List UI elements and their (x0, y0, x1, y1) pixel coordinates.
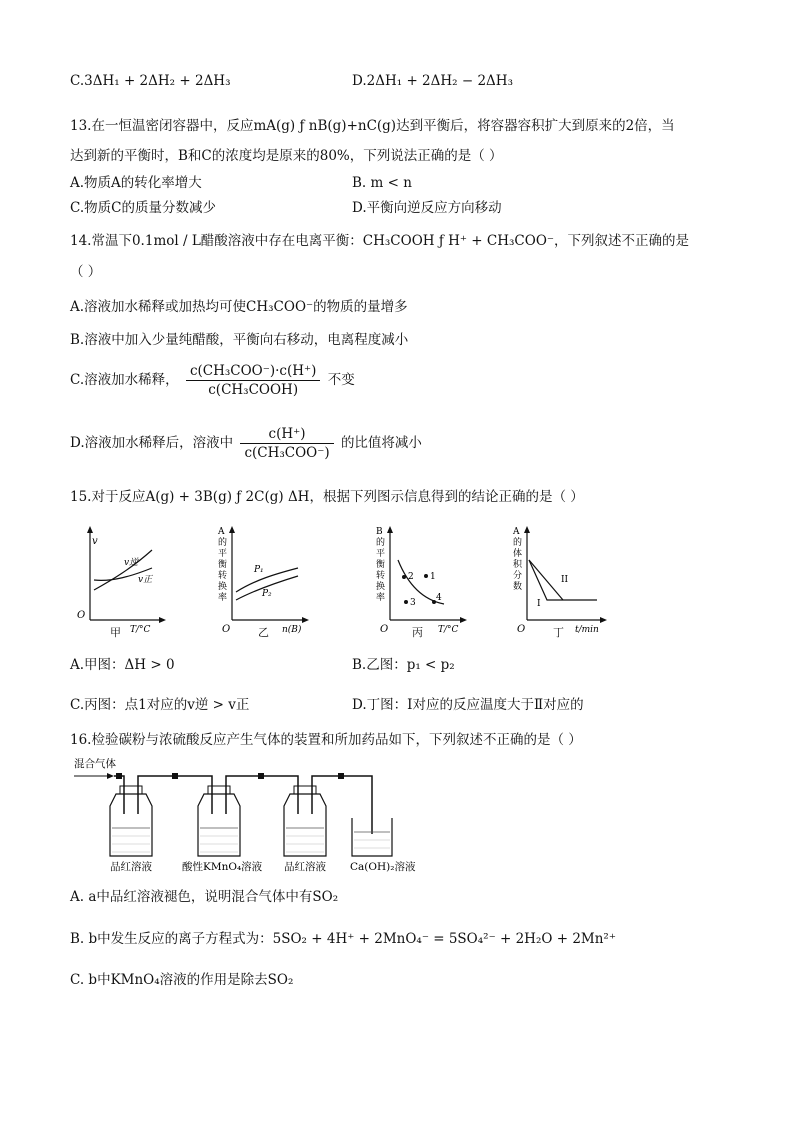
y-label-char: 数 (513, 582, 523, 592)
y-label-char: 换 (218, 582, 228, 592)
y-label-char: 率 (376, 593, 386, 603)
q15-option-c: C.丙图：点1对应的v逆 > v正 (70, 697, 250, 713)
tube-1-2 (138, 776, 212, 814)
x-axis-arrow (460, 617, 467, 623)
graph-jia (72, 520, 172, 640)
q12-option-c: C.3ΔH₁ + 2ΔH₂ + 2ΔH₃ (70, 73, 231, 89)
origin-label: O (380, 624, 389, 635)
q14-option-b: B.溶液中加入少量纯醋酸，平衡向右移动，电离程度减小 (70, 332, 409, 348)
graph-bing-caption: 丙 (412, 626, 423, 639)
bottle-3-label: 品红溶液 (284, 861, 326, 873)
curve-II (529, 560, 563, 600)
fraction-denominator: c(CH₃COO⁻) (244, 445, 330, 461)
point-2 (402, 575, 406, 579)
y-axis-arrow (229, 526, 235, 533)
x-label: T/°C (130, 625, 151, 635)
q16-option-b: B. b中发生反应的离子方程式为：5SO₂ + 4H⁺ + 2MnO₄⁻ = 5SO₄²⁻ + 2H₂O + 2Mn²⁺ (70, 931, 616, 947)
point-label-2: 2 (408, 572, 414, 582)
origin-label: O (517, 624, 526, 635)
y-label-char: 的 (513, 538, 523, 548)
point-3 (404, 600, 408, 604)
y-label-char: 分 (513, 571, 523, 581)
x-label: T/°C (438, 625, 459, 635)
q16-option-c: C. b中KMnO₄溶液的作用是除去SO₂ (70, 972, 294, 988)
bottle-2-label: 酸性KMnO₄溶液 (182, 861, 263, 873)
point-label-1: 1 (430, 572, 436, 582)
valve (116, 773, 122, 779)
q15-option-b: B.乙图：p₁ < p₂ (352, 657, 455, 673)
q15-option-d: D.丁图：I对应的反应温度大于Ⅱ对应的 (352, 697, 584, 713)
tube-3-beaker (312, 776, 372, 834)
curve-label-1: v逆 (124, 558, 139, 568)
fraction-denominator: c(CH₃COOH) (208, 382, 299, 398)
y-label-char: 积 (513, 560, 523, 570)
x-label: t/min (575, 625, 599, 635)
beaker-label: Ca(OH)₂溶液 (350, 861, 416, 873)
bottle-1-label: 品红溶液 (110, 861, 152, 873)
q14-option-c-suffix: 不变 (327, 372, 355, 388)
point-label-4: 4 (436, 593, 442, 603)
bottle-1 (110, 786, 152, 856)
valve (258, 773, 264, 779)
q15-option-a: A.甲图：ΔH > 0 (70, 657, 175, 673)
x-label: n(B) (282, 625, 302, 635)
curve-label-2: v正 (138, 575, 153, 585)
q14-stem-line2: （ ） (70, 264, 102, 280)
q13-stem-line2: 达到新的平衡时，B和C的浓度均是原来的80%，下列说法正确的是（ ） (70, 148, 503, 164)
q13-option-a: A.物质A的转化率增大 (70, 175, 202, 191)
y-axis-arrow (387, 526, 393, 533)
q16-stem: 16.检验碳粉与浓硫酸反应产生气体的装置和所加药品如下，下列叙述不正确的是（ ） (70, 732, 582, 748)
tube-2-3 (226, 776, 298, 814)
q15-stem: 15.对于反应A(g) + 3B(g) ƒ 2C(g) ΔH，根据下列图示信息得到的结论正确的是（ ） (70, 489, 584, 505)
apparatus-diagram (72, 756, 432, 874)
q12-option-d: D.2ΔH₁ + 2ΔH₂ − 2ΔH₃ (352, 73, 513, 89)
q14-option-a: A.溶液加水稀释或加热均可使CH₃COO⁻的物质的量增多 (70, 299, 408, 315)
point-label-3: 3 (410, 598, 416, 608)
y-axis-arrow (87, 526, 93, 533)
y-label-char: 转 (218, 571, 228, 581)
graph-jia-caption: 甲 (110, 626, 121, 639)
bottle-2 (198, 786, 240, 856)
y-label-char: 平 (218, 549, 228, 559)
y-label-char: A (513, 527, 520, 537)
bottle-3 (284, 786, 326, 856)
valve (338, 773, 344, 779)
q16-option-a: A. a中品红溶液褪色，说明混合气体中有SO₂ (70, 889, 339, 905)
x-axis-arrow (302, 617, 309, 623)
fraction-numerator: c(CH₃COO⁻)·c(H⁺) (186, 362, 320, 381)
x-axis-arrow (600, 617, 607, 623)
curve-label-p1: P₁ (254, 565, 264, 575)
q14-option-c-prefix: C.溶液加水稀释， (70, 372, 179, 388)
y-label-char: 平 (376, 549, 386, 559)
q13-option-b: B. m < n (352, 175, 412, 191)
q13-option-d: D.平衡向逆反应方向移动 (352, 200, 502, 216)
q13-stem-line1: 13.在一恒温密闭容器中，反应mA(g) ƒ nB(g)+nC(g)达到平衡后，将容器容积扩大到原来的2倍，当 (70, 118, 675, 134)
q14-option-d-prefix: D.溶液加水稀释后，溶液中 (70, 435, 234, 451)
q13-option-c: C.物质C的质量分数减少 (70, 200, 216, 216)
valve (172, 773, 178, 779)
y-label: v (92, 536, 98, 547)
y-label-char: 衡 (376, 560, 386, 570)
y-label-char: A (218, 527, 225, 537)
graph-yi (210, 520, 310, 640)
graph-yi-caption: 乙 (258, 626, 269, 639)
gas-label: 混合气体 (74, 758, 116, 770)
y-axis-arrow (524, 526, 530, 533)
y-label-char: 的 (376, 538, 386, 548)
x-axis-arrow (159, 617, 166, 623)
curve-label-II: II (561, 575, 569, 585)
q14-option-d-fraction (240, 425, 333, 462)
q14-option-c-fraction (186, 362, 320, 399)
graph-ding (505, 520, 613, 640)
graph-ding-caption: 丁 (553, 626, 564, 639)
origin-label: O (222, 624, 231, 635)
y-label-char: 衡 (218, 560, 228, 570)
y-label-char: 率 (218, 593, 228, 603)
curve-label-I: I (537, 599, 541, 609)
y-label-char: 体 (513, 549, 523, 559)
curve-label-p2: P₂ (262, 589, 272, 599)
q14-option-d-suffix: 的比值将减小 (340, 435, 422, 451)
q14-option-c (70, 362, 355, 399)
y-label-char: B (376, 527, 383, 537)
origin-label: O (77, 610, 86, 621)
inlet-arrowhead (107, 773, 114, 779)
q14-stem-line1: 14.常温下0.1mol / L醋酸溶液中存在电离平衡：CH₃COOH ƒ H⁺ + CH₃COO⁻，下列叙述不正确的是 (70, 233, 690, 249)
y-label-char: 转 (376, 571, 386, 581)
y-label-char: 换 (376, 582, 386, 592)
graph-bing (368, 520, 468, 640)
y-label-char: 的 (218, 538, 228, 548)
point-1 (424, 574, 428, 578)
fraction-numerator: c(H⁺) (240, 425, 333, 444)
q14-option-d (70, 425, 422, 462)
